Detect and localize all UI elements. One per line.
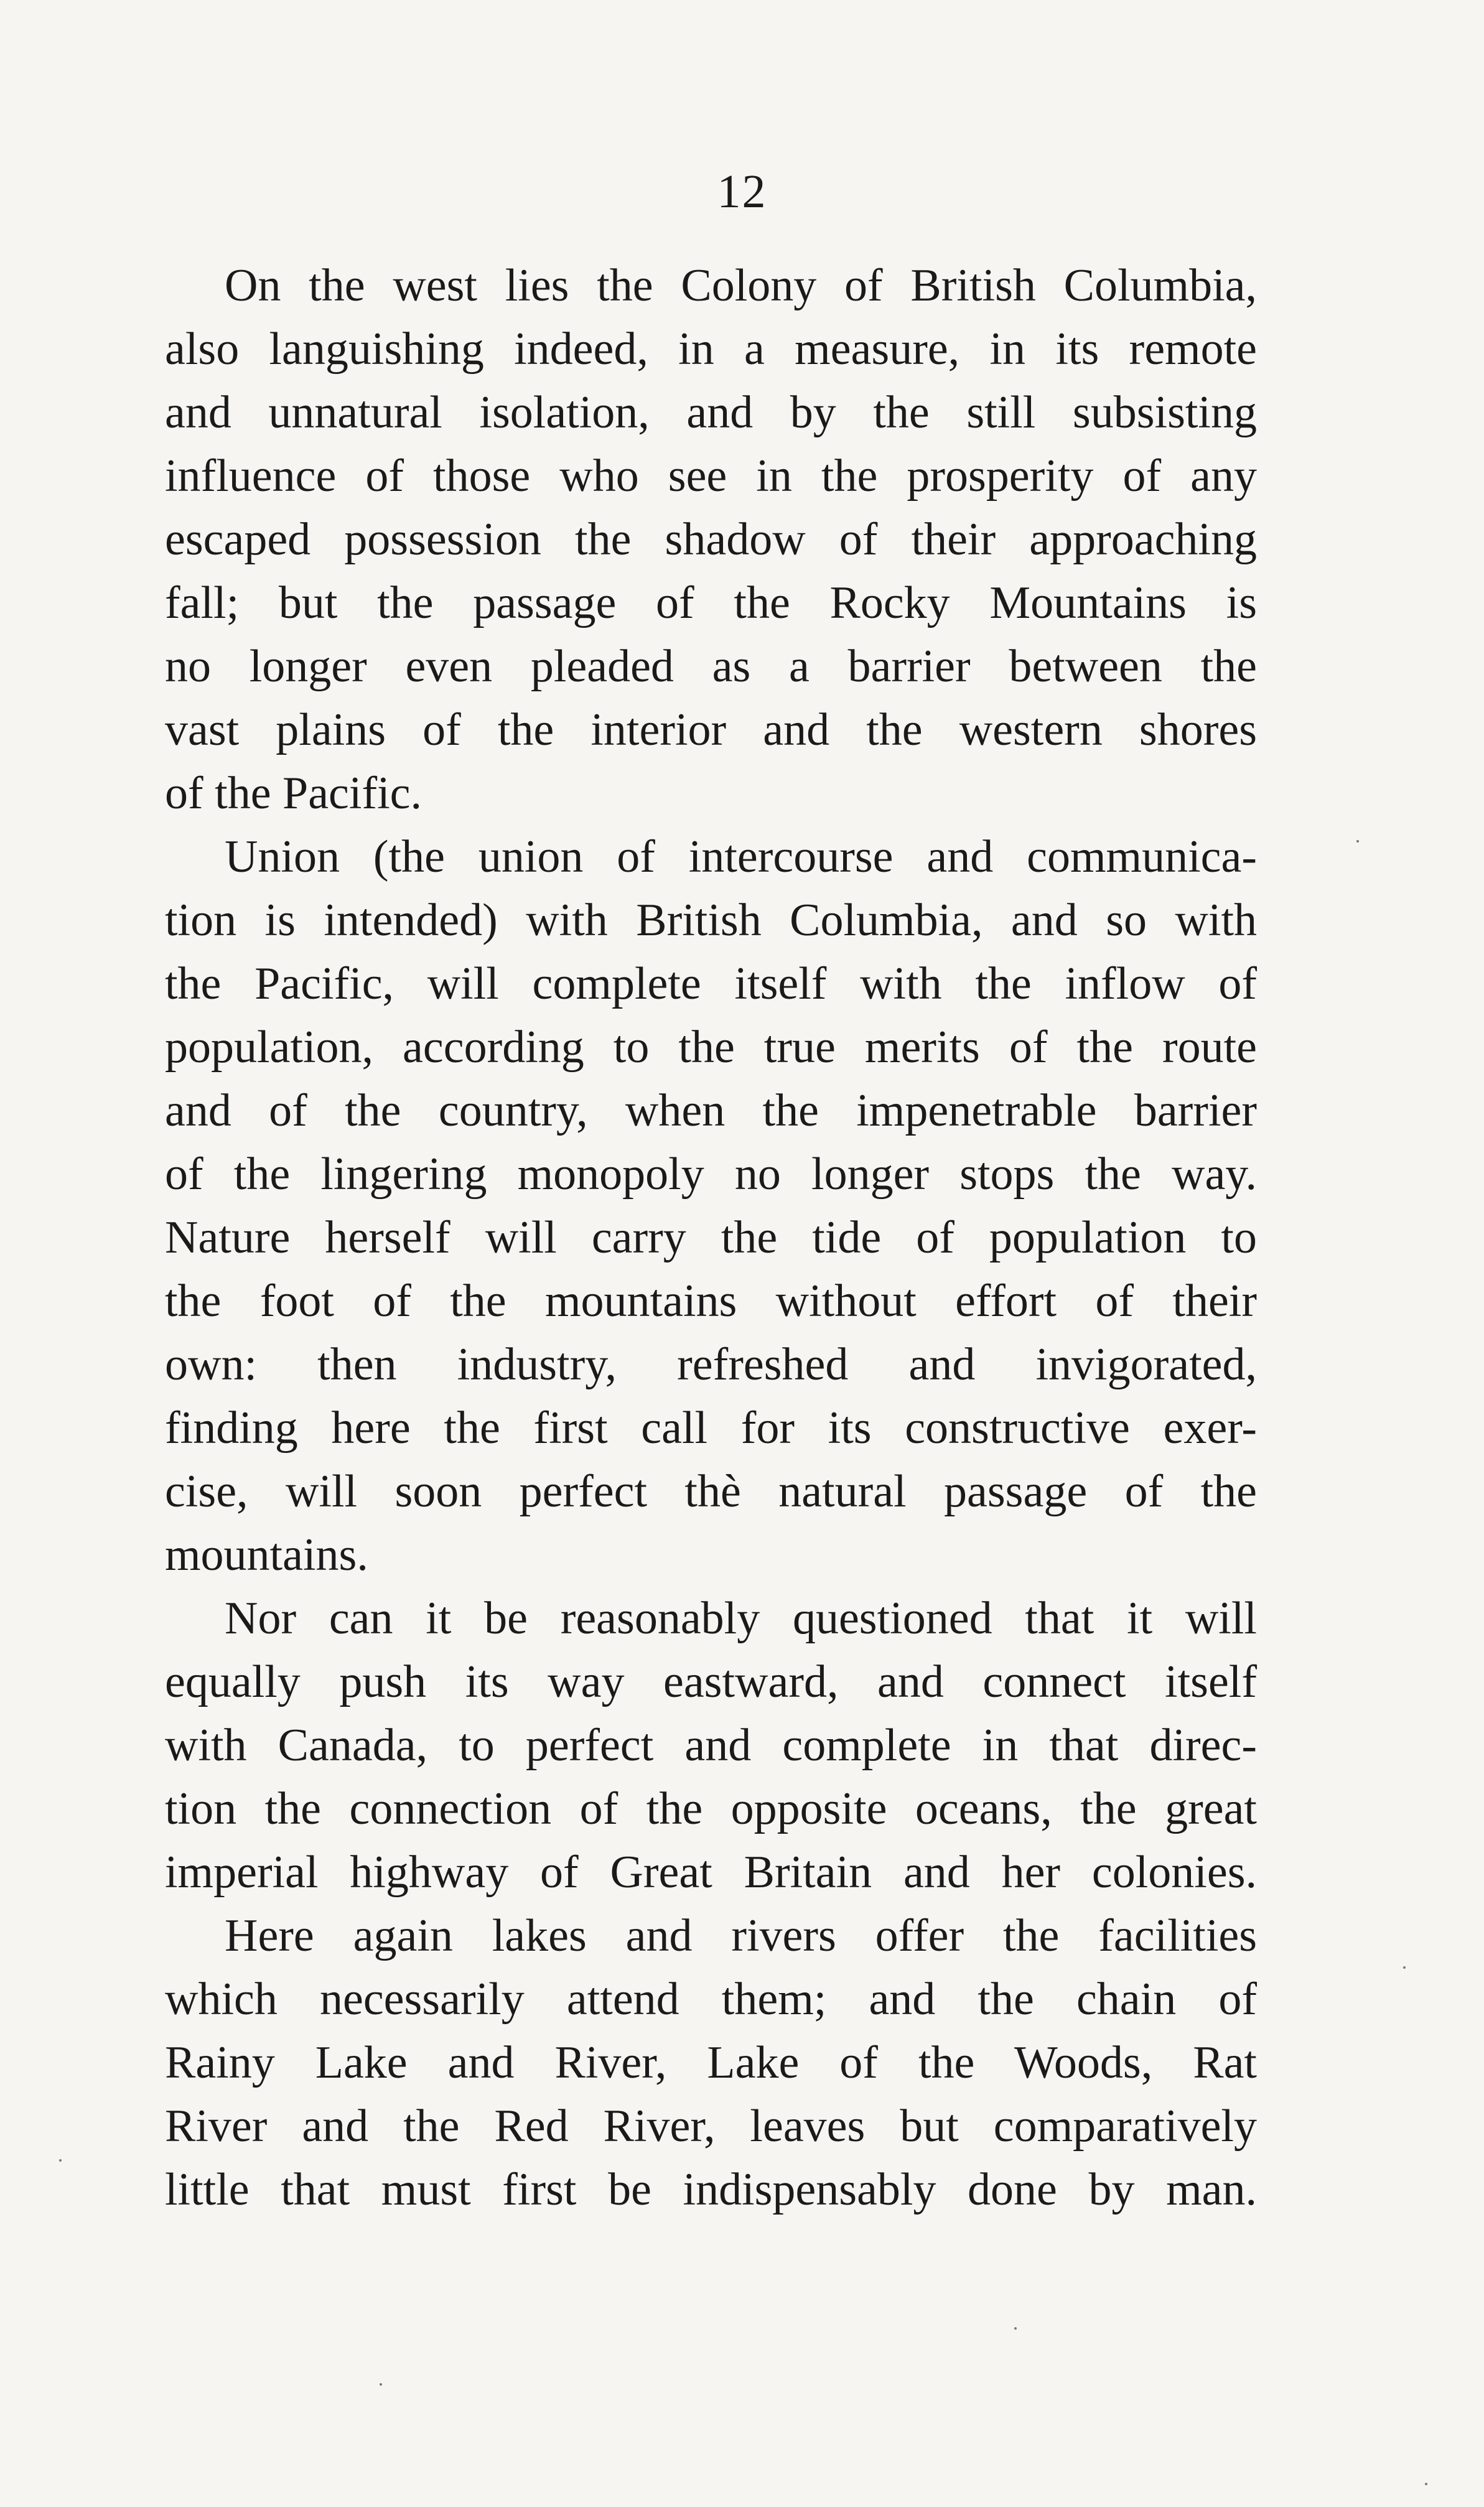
paper-speck [1425, 2483, 1427, 2485]
text-line: On the west lies the Colony of British Columbia, [225, 260, 1257, 311]
body-text [165, 254, 1257, 2221]
text-line: vast plains of the interior and the western shores [165, 704, 1257, 755]
paper-speck [1356, 840, 1359, 843]
paper-speck [1014, 2327, 1017, 2330]
text-line: River and the Red River, leaves but comparatively [165, 2101, 1257, 2152]
paper-speck [1403, 1966, 1406, 1969]
text-line: Union (the union of intercourse and communica- [225, 831, 1257, 882]
text-line: tion the connection of the opposite oceans, the great [165, 1783, 1257, 1834]
text-line: imperial highway of Great Britain and her colonies. [165, 1847, 1257, 1898]
text-line: with Canada, to perfect and complete in that direc- [165, 1720, 1257, 1771]
text-line: Rainy Lake and River, Lake of the Woods, Rat [165, 2037, 1257, 2088]
text-line: and unnatural isolation, and by the still subsisting [165, 387, 1257, 438]
text-line: also languishing indeed, in a measure, in its remote [165, 324, 1257, 375]
text-line: the foot of the mountains without effort of their [165, 1276, 1257, 1327]
text-line: and of the country, when the impenetrable barrier [165, 1085, 1257, 1136]
text-line: cise, will soon perfect thè natural passage of the [165, 1466, 1257, 1517]
text-line: equally push its way eastward, and connect itself [165, 1656, 1257, 1707]
text-line: the Pacific, will complete itself with the inflow of [165, 958, 1257, 1009]
text-line: which necessarily attend them; and the chain of [165, 1974, 1257, 2025]
text-line: of the lingering monopoly no longer stops the way. [165, 1149, 1257, 1200]
text-line: escaped possession the shadow of their approaching [165, 514, 1257, 565]
text-line: no longer even pleaded as a barrier between the [165, 641, 1257, 692]
paragraph-4 [165, 1904, 1257, 2221]
text-line: fall; but the passage of the Rocky Mountains is [165, 577, 1257, 628]
paper-speck [380, 2383, 382, 2386]
text-line: influence of those who see in the prosperity of any [165, 451, 1257, 502]
text-line: population, according to the true merits of the route [165, 1022, 1257, 1073]
text-line: little that must first be indispensably done by man. [165, 2164, 1257, 2215]
page-number: 12 [717, 166, 767, 218]
text-line: Here again lakes and rivers offer the facilities [225, 1910, 1257, 1961]
paragraph-1 [165, 254, 1257, 825]
text-line: mountains. [165, 1529, 368, 1580]
text-line: own: then industry, refreshed and invigorated, [165, 1339, 1257, 1390]
text-line: of the Pacific. [165, 768, 422, 819]
text-line: Nor can it be reasonably questioned that it will [225, 1593, 1257, 1644]
paper-speck [59, 2159, 62, 2162]
paragraph-2 [165, 825, 1257, 1587]
text-line: Nature herself will carry the tide of population to [165, 1212, 1257, 1263]
text-line: finding here the first call for its constructive exer- [165, 1403, 1257, 1454]
paragraph-3 [165, 1587, 1257, 1904]
text-line: tion is intended) with British Columbia, and so with [165, 895, 1257, 946]
